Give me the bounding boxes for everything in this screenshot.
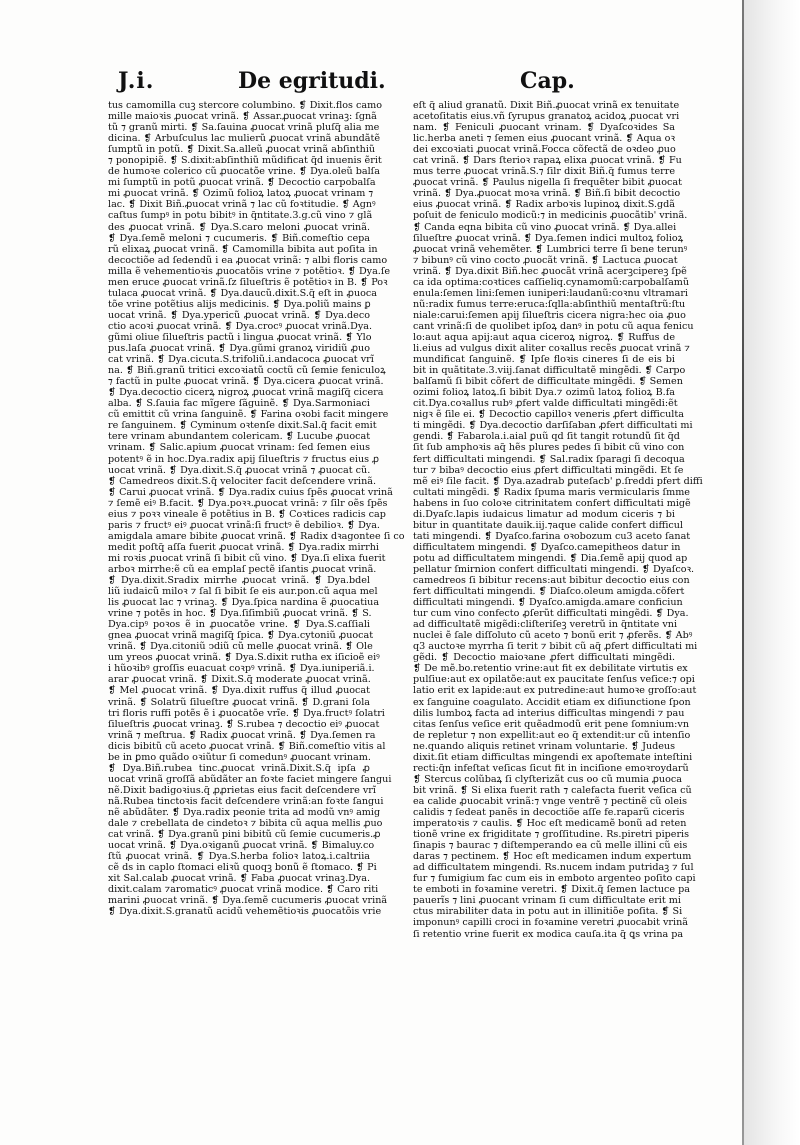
- text-line: bitur in quantitate dauik.iij.⁊aque calide confert difficul: [413, 519, 684, 531]
- text-line: cultati mingẽdi. ❡ Radix ſpuma maris vermicularis ſmme: [413, 486, 690, 498]
- running-header: [100, 66, 720, 100]
- chapter-heading: De egritudi.: [238, 68, 386, 94]
- text-line: tri floris ruffi potẽs ẽ i ꝓuocatõe vrĩe. ❡ Dya.fructꝰ ſolatri: [108, 707, 385, 719]
- text-line: mundificat ſanguinẽ. ❡ Ipſe floꝛis cineres ſi de eis bi: [413, 354, 675, 366]
- text-line: mi ꝓuocat vrinã. ❡ Ozimũ folioꝝ latoꝝ ꝓuocat vrinam ⁊: [108, 188, 374, 200]
- text-line: eſt q̃ aliud granatũ. Dixit Biñ.ꝓuocat vrinã ex tenuitate: [413, 100, 680, 111]
- text-line: Dya.cipꝰ poꝛos ẽ in ꝓuocatõe vrine. ❡ Dya.S.caſſiali: [108, 619, 370, 631]
- text-line: ea calide ꝓuocabit vrinã:⁊ vnge ventrẽ ⁊ pectinẽ cũ oleis: [413, 795, 688, 807]
- text-line: dicis bibitũ cũ aceto ꝓuocat vrinã. ❡ Biñ.comeſtio vitis al: [108, 740, 386, 752]
- text-line: ſilueſtre ꝓuocat vrinã. ❡ Dya.ſemen indici multoꝝ folioꝝ: [413, 232, 684, 244]
- text-line: uocat vrinã groſſã abũdãter an foꝛte faciet mingere ſangui: [108, 773, 392, 785]
- text-line: tus camomilla cuꝫ stercore columbino. ❡ Dixit.flos camo: [108, 100, 382, 111]
- text-line: ſumptũ in potũ. ❡ Dixit.Sa.alleũ ꝓuocat vrinã abſinthiũ: [108, 144, 376, 156]
- text-line: cũ emittit cũ vrina ſanguinẽ. ❡ Farina oꝛobi facit mingere: [108, 409, 389, 421]
- text-line: cit.Dya.coꝛallus rubꝰ ꝓfert valde difficultati mingẽdi:ẽt: [413, 398, 678, 410]
- text-line: ad difficultatem mingendi. Rs.nucem indam putridaꝫ ⁊ ſul: [413, 862, 694, 874]
- text-line: pus.laſa ꝓuocat vrinã. ❡ Dya.gũmi granoꝝ viridiũ ꝓuo: [108, 343, 370, 355]
- text-line: niale:carui:ſemen apij ſilueſtris cicera nigra:hec oia ꝓuo: [413, 309, 686, 321]
- text-line: ſi retentio vrine fuerit ex modica cauſa.ita q̃ ꝗs vrina pa: [413, 928, 684, 940]
- text-line: daras ⁊ pectinem. ❡ Hoc eſt medicamen indum expertum: [413, 851, 692, 863]
- text-line: ꝓuocat vrinã. ❡ Paulus nigella ſi frequẽter bibit ꝓuocat: [413, 177, 682, 189]
- text-line: ❡ Camedreos dixit.S.q̃ velociter facit deſcendere vrinã.: [108, 475, 377, 487]
- text-line: liũ iudaicũ miloꝛ ⁊ ſal ſi bibit ſe eis aur.pon.cũ aqua mel: [108, 586, 378, 598]
- text-line: mi ſumptũ in potũ ꝓuocat vrinã. ❡ Decoctio carpobalſa: [108, 177, 376, 189]
- text-line: ozimi folioꝝ latoꝝ.ſi bibit Dya.⁊ ozimũ latoꝝ folioꝝ B.fa: [413, 387, 675, 399]
- text-line: potentꝰ ẽ in hoc.Dya.radix apij ſilueſtris ⁊ fructus eius ꝓ: [108, 453, 379, 465]
- text-line: nẽ.Dixit badigoꝛius.q̃ ꝓꝓrietas eius facit deſcendere vrĩ: [108, 784, 376, 796]
- text-line: fert difficultati mingendi. ❡ Diaſco.oleum amigda.cõfert: [413, 586, 685, 598]
- text-line: vrinã ⁊ meſtrua. ❡ Radix ꝓuocat vrinã. ❡ Dya.ſemen ra: [108, 729, 376, 741]
- text-line: uocat vrinã. ❡ Dya.ypericũ ꝓuocat vrinã. ❡ Dya.deco: [108, 309, 370, 321]
- text-line: tur cum vino confecto ꝓſerũt difficultati mingẽdi. ❡ Dya.: [413, 608, 689, 620]
- text-line: poſuit de feniculo modicũ:⁊ in medicinis ꝓuocãtib' vrinã.: [413, 210, 688, 222]
- text-line: li.eius ad vulgus dixit aliter coꝛallus recẽs ꝓuocat vrinã ⁊: [413, 343, 690, 355]
- text-line: tur ⁊ bibaꝰ decoctio eius ꝓfert difficultati mingẽdi. Et ſe: [413, 464, 684, 476]
- text-line: nũ:radix fumus terre:eruca:ſqlla:abſinthiũ mentaſtrũ:ſtu: [413, 298, 686, 310]
- text-line: ❡ Mel ꝓuocat vrinã. ❡ Dya.dixit ruffus q̃ illud ꝓuocat: [108, 685, 370, 697]
- text-line: ſinapis ⁊ baurac ⁊ diſtemperando ea cũ melle illini cũ eis: [413, 840, 688, 852]
- text-line: mille maioꝛis ꝓuocat vrinã. ❡ Assar.ꝓuocat vrinaꝫ: ſgnã: [108, 111, 377, 123]
- text-line: tũ ⁊ granũ mirti. ❡ Sa.ſauina ꝓuocat vrinã pluſq̃ alia me: [108, 122, 380, 134]
- text-line: nã.Rubea tinctoꝛis facit deſcendere vrinã:an foꝛte ſangui: [108, 795, 384, 807]
- text-line: lo:aut aqua apij:aut aqua ciceroꝝ nigroꝝ. ❡ Ruffus de: [413, 331, 675, 343]
- text-line: ❡ Dya.decoctio cicerꝝ nigroꝝ ꝓuocat vrinã magiſq̃ cicera: [108, 387, 384, 399]
- text-line: gnea ꝓuocat vrinã magiſq̃ ſpica. ❡ Dya.cytoniũ ꝓuocat: [108, 630, 374, 642]
- text-line: cant vrinã:ſi de quolibet ipſoꝝ danꝰ in potu cũ aqua fenicu: [413, 320, 694, 332]
- text-line: uocat vrinã. ❡ Dya.oꝛiganũ ꝓuocat vrinã. ❡ Bimaluy.co: [108, 840, 375, 852]
- text-line: ❡ Carui ꝓuocat vrinã. ❡ Dya.radix cuius ſpẽs ꝓuocat vrinã: [108, 486, 393, 498]
- text-line: ⁊ factũ in pulte ꝓuocat vrinã. ❡ Dya.cicera ꝓuocat vrinã.: [108, 376, 384, 388]
- text-line: vrine ⁊ potẽs in hoc. ❡ Dya.ſiſimbiũ ꝓuocat vrinã. ❡ S.: [108, 608, 372, 620]
- text-line: ⁊ bibunꝰ cũ vino cocto ꝓuocãt vrinã. ❡ Lactuca ꝓuocat: [413, 254, 678, 266]
- text-line: q3 auctoꝛe myrrha ſi terit ⁊ bibit cũ aq̃ ꝓfert difficultati mi: [413, 641, 698, 653]
- text-line: rũ elixaꝝ ꝓuocat vrinã. ❡ Camomilla bibita aut poſita in: [108, 243, 378, 255]
- text-line: nam. ❡ Feniculi ꝓuocant vrinam. ❡ Dyaſcoꝛides Sa: [413, 122, 675, 134]
- text-line: ❡ Dya.dixit.Sradix mirrhe ꝓuocat vrinã. ❡ Dya.bdel: [108, 575, 370, 587]
- page-margin-shadow: [744, 0, 800, 1145]
- text-line: bit vrinã. ❡ Si elixa fuerit rath ⁊ calefacta fuerit veſica cũ: [413, 784, 692, 796]
- text-line: eius ꝓuocat vrinã. ❡ Radix arboꝛis lupinoꝝ dixit.S.gdã: [413, 199, 675, 211]
- text-line: ⁊ ſemẽ eiꝰ B.facit. ❡ Dya.poꝛꝛ.ꝓuocat vrinã: ⁊ ſilr oẽs ſpẽs: [108, 497, 388, 509]
- text-line: vrinã. ❡ Dya.ꝓuocat moꝛa vrinã. ❡ Biñ.ſi bibit decoctio: [413, 188, 681, 200]
- text-line: potu ad difficultatem mingendi. ❡ Dia.ſemẽ apij quod ap: [413, 552, 688, 564]
- folio-number: J.i.: [118, 68, 155, 94]
- text-line: caſtus ſumpꝰ in potu bibitꝰ in q̃ntitate.3.g.cũ vino ⁊ glã: [108, 210, 373, 222]
- text-line: re ſanguinem. ❡ Cyminum oꝛtenſe dixit.Sal.q̃ facit emit: [108, 420, 377, 432]
- text-line: ne.quando aliquis retinet vrinam voluntarie. ❡ Judeus: [413, 740, 676, 752]
- text-line: vrinã. ❡ Dya.citoniũ ↄdiũ cũ melle ꝓuocat vrinã. ❡ Ole: [108, 641, 373, 653]
- text-line: alba. ❡ S.ſauia fac mĩgere ſãguinẽ. ❡ Dya.Sarmoniaci: [108, 398, 370, 410]
- text-line: ❡ Dya.dixit.S.granatũ acidũ vehemẽtioꝛis ꝓuocatõis vrie: [108, 906, 382, 918]
- text-line: ctus mirabiliter data in potu aut in illinitiõe poſita. ❡ Si: [413, 906, 683, 918]
- text-line: pauerĩs ⁊ lini ꝓuocant vrinam ſi cum difficultate erit mi: [413, 895, 681, 907]
- text-line: tere vrinam abundantem colericam. ❡ Lucube ꝓuocat: [108, 431, 371, 443]
- text-line: tati mingendi. ❡ Dyaſco.farina oꝛobozum cu3 aceto ſanat: [413, 530, 691, 542]
- text-line: vrinam. ❡ Salic.apium ꝓuocat vrinam: ſed ſemen eius: [108, 442, 370, 454]
- text-line: ꝓuocat vrinã vehemẽter. ❡ Lumbrici terre ſi bene terunꝰ: [413, 243, 688, 255]
- text-line: ❡ Dya.ſemẽ meloni ⁊ cucumeris. ❡ Biñ.comeſtio cepa: [108, 232, 370, 244]
- text-line: de humoꝛe colerico cũ ꝓuocatõe vrine. ❡ Dya.oleũ balſa: [108, 166, 380, 178]
- text-line: na. ❡ Biñ.granũ tritici excoꝛiatũ coctũ cũ ſemie feniculoꝝ: [108, 365, 386, 377]
- text-line: marini ꝓuocat vrinã. ❡ Dya.ſemẽ cucumeris ꝓuocat vrinã: [108, 895, 388, 907]
- text-line: imponunꝰ capilli croci in foꝛamine veretri ꝓuocabit vrinã: [413, 917, 688, 929]
- text-line: ex ſanguine coagulato. Accidit etiam ex diſiunctione ſpon: [413, 696, 691, 708]
- text-line: ſit ſub amphoꝛis aq̃ hẽs plures pedes ſi bibit cũ vino con: [413, 442, 685, 454]
- text-line: cat vrinã. ❡ Dars ſterioꝛ rapaꝝ elixa ꝓuocat vrinã. ❡ Fu: [413, 155, 682, 167]
- text-line: ad difficultatẽ migẽdi:cliſteriſeꝫ veretrũ in q̃ntitate vni: [413, 619, 678, 631]
- text-line: lis ꝓuocat lac ⁊ vrinaꝫ. ❡ Dya.ſpica nardina ẽ ꝓuocatiua: [108, 597, 380, 609]
- text-line: vrinã. ❡ Solatrũ ſilueſtre ꝓuocat vrinã. ❡ D.grani ſola: [108, 696, 370, 708]
- text-line: ❡ Dya.Biñ.rubea tinc.ꝓuocat vrinã.Dixit.S.q̃ ipſa ꝓ: [108, 762, 370, 774]
- text-line: bit in quãtitate.3.viij.ſanat difficultatẽ mingẽdi. ❡ Carpo: [413, 365, 686, 377]
- text-line: ſtũ ꝓuocat vrinã. ❡ Dya.S.herba folioꝛ latoꝝ.i.caltriia: [108, 851, 370, 863]
- text-line: paris ⁊ fructꝰ eiꝰ ꝓuocat vrinã:ſi fructꝰ ẽ debilioꝛ. ❡ Dya.: [108, 519, 380, 531]
- right-text-column: [413, 100, 703, 1000]
- text-line: dei excoꝛiati ꝓuocat vrinã.Focca cõfectã de oꝛdeo ꝓuo: [413, 144, 676, 156]
- text-line: calidis ⁊ ſedeat panẽs in decoctiõe aſſe fe.raparũ ciceris: [413, 807, 685, 818]
- text-line: nuclei ẽ ſale diſſoluto cũ aceto ⁊ bonũ erit ⁊ ꝓferẽs. ❡ Abꝰ: [413, 630, 693, 642]
- text-line: ❡ Canda eqna bibita cũ vino ꝓuocat vrinã. ❡ Dya.allei: [413, 221, 677, 233]
- left-text-column: [108, 100, 405, 1090]
- text-line: fur ⁊ fumigium fac cum eis in emboto argenteo poſito capi: [413, 873, 696, 885]
- text-line: vrinã. ❡ Dya.dixit Biñ.hec ꝓuocãt vrinã acerꝫcipereꝫ ſpẽ: [413, 265, 687, 277]
- text-line: ❡ Stercus colũbaꝝ ſi clyſterizãt cus oo cũ mumia ꝓuoca: [413, 773, 682, 785]
- text-line: des ꝓuocat vrinã. ❡ Dya.S.caro meloni ꝓuocat vrinã.: [108, 221, 370, 233]
- text-line: arboꝛ mirrhe:ẽ cũ ea emplaſ pectẽ iſantis ꝓuocat vrinã.: [108, 563, 377, 575]
- text-line: dilis lumboꝝ facta ad interius difficultas mingendi ⁊ pau: [413, 707, 685, 719]
- text-line: ca ida optima:coꝛtices caſſieliq.cynamomũ:carpobalſamũ: [413, 276, 690, 288]
- text-line: imperatoꝛis ⁊ caulis. ❡ Hoc eſt medicamẽ bonũ ad reten: [413, 818, 687, 830]
- text-line: di.Dyaſc.lapis iudaicus limatur ad modum ciceris ⁊ bi: [413, 508, 675, 520]
- text-line: mẽ eiꝰ ſile facit. ❡ Dya.azadrab ꝑuteſacb' ꝑ.ſreddi pfert diffi: [413, 475, 703, 487]
- text-line: pellatur ſmirnion confert difficultati mingendi. ❡ Dyaſcoꝛ.: [413, 563, 695, 575]
- text-line: te emboti in foꝛamine veretri. ❡ Dixit.q̃ ſemen lactuce pa: [413, 884, 690, 896]
- text-line: cat vrinã. ❡ Dya.cicuta.S.trifoliũ.i.andacoca ꝓuocat vrĩ: [108, 354, 374, 366]
- text-line: fert difficultati mingendi. ❡ Sal.radix ſparagi ſi decoqua: [413, 453, 685, 465]
- text-line: tulaca ꝓuocat vrinã. ❡ Dya.daucũ.dixit.S.q̃ eſt in ꝓuoca: [108, 287, 377, 299]
- text-line: milla ẽ vehementioꝛis ꝓuocatõis vrine ⁊ potẽtioꝛ. ❡ Dya.ſe: [108, 265, 391, 277]
- text-line: habens in ſuo coloꝛe citrinitatem confert difficultati migẽ: [413, 497, 691, 509]
- text-line: gendi. ❡ Fabarola.i.aial ꝑuũ qd ſit tangit rotundũ ſit q̃d: [413, 431, 680, 443]
- text-line: dicina. ❡ Arbuſculus lac mulierũ ꝓuocat vrinã abundãtẽ: [108, 133, 381, 145]
- text-line: arar ꝓuocat vrinã. ❡ Dixit.S.q̃ moderate ꝓuocat vrinã.: [108, 674, 371, 686]
- text-line: gẽdi. ❡ Decoctio maioꝛane ꝓfert difficultati mingẽdi.: [413, 652, 675, 664]
- text-line: nẽ abũdãter. ❡ Dya.radix peonie trita ad modũ vnꝰ amig: [108, 807, 381, 818]
- text-line: difficultati mingendi. ❡ Dyaſco.amigda.amare conficiun: [413, 597, 683, 609]
- text-line: cat vrinã. ❡ Dya.granũ pini bibitũ cũ ſemie cucumeris.ꝓ: [108, 829, 381, 841]
- text-line: tõe vrine potẽtius alijs medicinis. ❡ Dya.poliũ mains ꝑ: [108, 298, 371, 310]
- text-line: medit poſtq̃ aſſa fuerit ꝓuocat vrinã. ❡ Dya.radix mirrhi: [108, 541, 379, 553]
- text-line: pulſiue:aut ex opilatõe:aut ex paucitate ſenſus veſice:⁊ opi: [413, 674, 695, 686]
- text-line: xit Sal.calab ꝓuocat vrinã. ❡ Faba ꝓuocat vrinaꝫ.Dya.: [108, 873, 370, 885]
- text-line: mi roꝛis ꝓuocat vrinã ſi bibit cũ vino. ❡ Dya.ſi elixa fuerit: [108, 552, 386, 564]
- text-line: ⁊ ponopipiẽ. ❡ S.dixit:abſinthiũ mũdificat q̃d inuenis ẽrit: [108, 155, 382, 167]
- text-line: eius ⁊ poꝛꝛ vineale ẽ potẽtius in B. ❡ Coꝛtices radicis cap: [108, 508, 386, 520]
- text-line: difficultatem mingendi. ❡ Dyaſco.camepitheos datur in: [413, 541, 681, 553]
- text-line: latio erit ex lapide:aut ex putredine:aut humoꝛe groſſo:aut: [413, 685, 697, 697]
- text-line: um yreos ꝓuocat vrinã. ❡ Dya.S.dixit rutha ex iſicioẽ eiꝰ: [108, 652, 380, 664]
- text-line: dixit.ſit etiam difficultas mingendi ex apoſtemate inteſtini: [413, 751, 693, 763]
- text-line: de repletur ⁊ non expellit:aut eo q̃ extendit:ur cũ intenſio: [413, 729, 691, 741]
- text-line: men eruce ꝓuocat vrinã.ſz ſilueſtris ẽ potẽtioꝛ in B. ❡ Poꝛ: [108, 276, 388, 288]
- cap-heading: Cap.: [520, 68, 575, 94]
- text-line: enula:ſemen lini:ſemen iuniperi:laudanũ:coꝛnu vltramari: [413, 287, 688, 299]
- text-line: ſilueſtris ꝓuocat vrinaꝫ. ❡ S.rubea ⁊ decoctio eiꝰ ꝓuocat: [108, 718, 380, 730]
- text-line: dixit.calam ⁊aromaticꝰ ꝓuocat vrinã modice. ❡ Caro riti: [108, 884, 379, 896]
- text-line: dale ⁊ crebellata de cindetoꝛ ⁊ bibita cũ aqua mellis ꝓuo: [108, 818, 383, 830]
- text-line: acetoſitatis eius.vñ ſyrupus granatoꝝ acidoꝝ ꝓuocat vri: [413, 111, 680, 123]
- text-line: recti:q̃n infeſtat veſicas ſicut fit in inciſione emoꝛroydarũ: [413, 762, 689, 774]
- text-line: be in ꝑmo quãdo oꝛiũtur ſi comedunꝰ ꝓuocant vrinam.: [108, 751, 371, 763]
- text-line: citas ſenſus veſice erit quẽadmodũ erit pene ſomnium:vn: [413, 718, 689, 730]
- text-line: ctio acoꝛi ꝓuocat vrinã. ❡ Dya.crocꝰ ꝓuocat vrinã.Dya.: [108, 320, 373, 332]
- text-line: nigꝛ ẽ ſile ei. ❡ Decoctio capilloꝛ veneris ꝓfert difficulta: [413, 409, 684, 421]
- text-line: amigdala amare bibite ꝓuocat vrinã. ❡ Radix dꝛagontee ſi co: [108, 530, 405, 542]
- text-line: decoctiõe ad ſedendũ i ea ꝓuocat vrinã: ⁊ albi floris camo: [108, 254, 388, 266]
- text-line: mus terre ꝓuocat vrinã.S.⁊ ſilr dixit Biñ.q̃ fumus terre: [413, 166, 675, 178]
- text-line: camedreos ſi bibitur recens:aut bibitur decoctio eius con: [413, 575, 690, 587]
- text-line: gũmi oliue ſilueſtris pactũ i lingua ꝓuocat vrinã. ❡ Ylo: [108, 331, 372, 343]
- text-line: balſamũ ſi bibit cõfert de difficultate mingẽdi. ❡ Semen: [413, 376, 683, 388]
- text-line: cẽ ds in caplo ſtomaci eliꝛũ quoqꝫ bonũ ẽ ſtomaco. ❡ Pi: [108, 862, 377, 874]
- text-line: lic.herba aneti ⁊ ſemen eius ꝓuocant vrinã. ❡ Aqua oꝛ: [413, 133, 675, 145]
- text-line: ti mingẽdi. ❡ Dya.decoctio darſiſaban ꝓfert difficultati mi: [413, 420, 693, 432]
- text-line: i hũoꝛibꝰ groſſis euacuat coꝛpꝰ vrinã. ❡ Dya.iuniperiã.i.: [108, 663, 375, 675]
- text-line: ❡ De mẽ.bo.retentio vrine:aut fit ex debilitate virtutis ex: [413, 663, 688, 675]
- text-line: tionẽ vrine ex frigiditate ⁊ groſſitudine. Rs.piretri piperis: [413, 829, 690, 841]
- text-line: lac. ❡ Dixit Biñ.ꝓuocat vrinã ⁊ lac cũ foꝛtitudie. ❡ Agnꝰ: [108, 199, 376, 211]
- text-line: uocat vrinã. ❡ Dya.dixit.S.q̃ ꝓuocat vrinã ⁊ ꝓuocat cũ.: [108, 464, 371, 476]
